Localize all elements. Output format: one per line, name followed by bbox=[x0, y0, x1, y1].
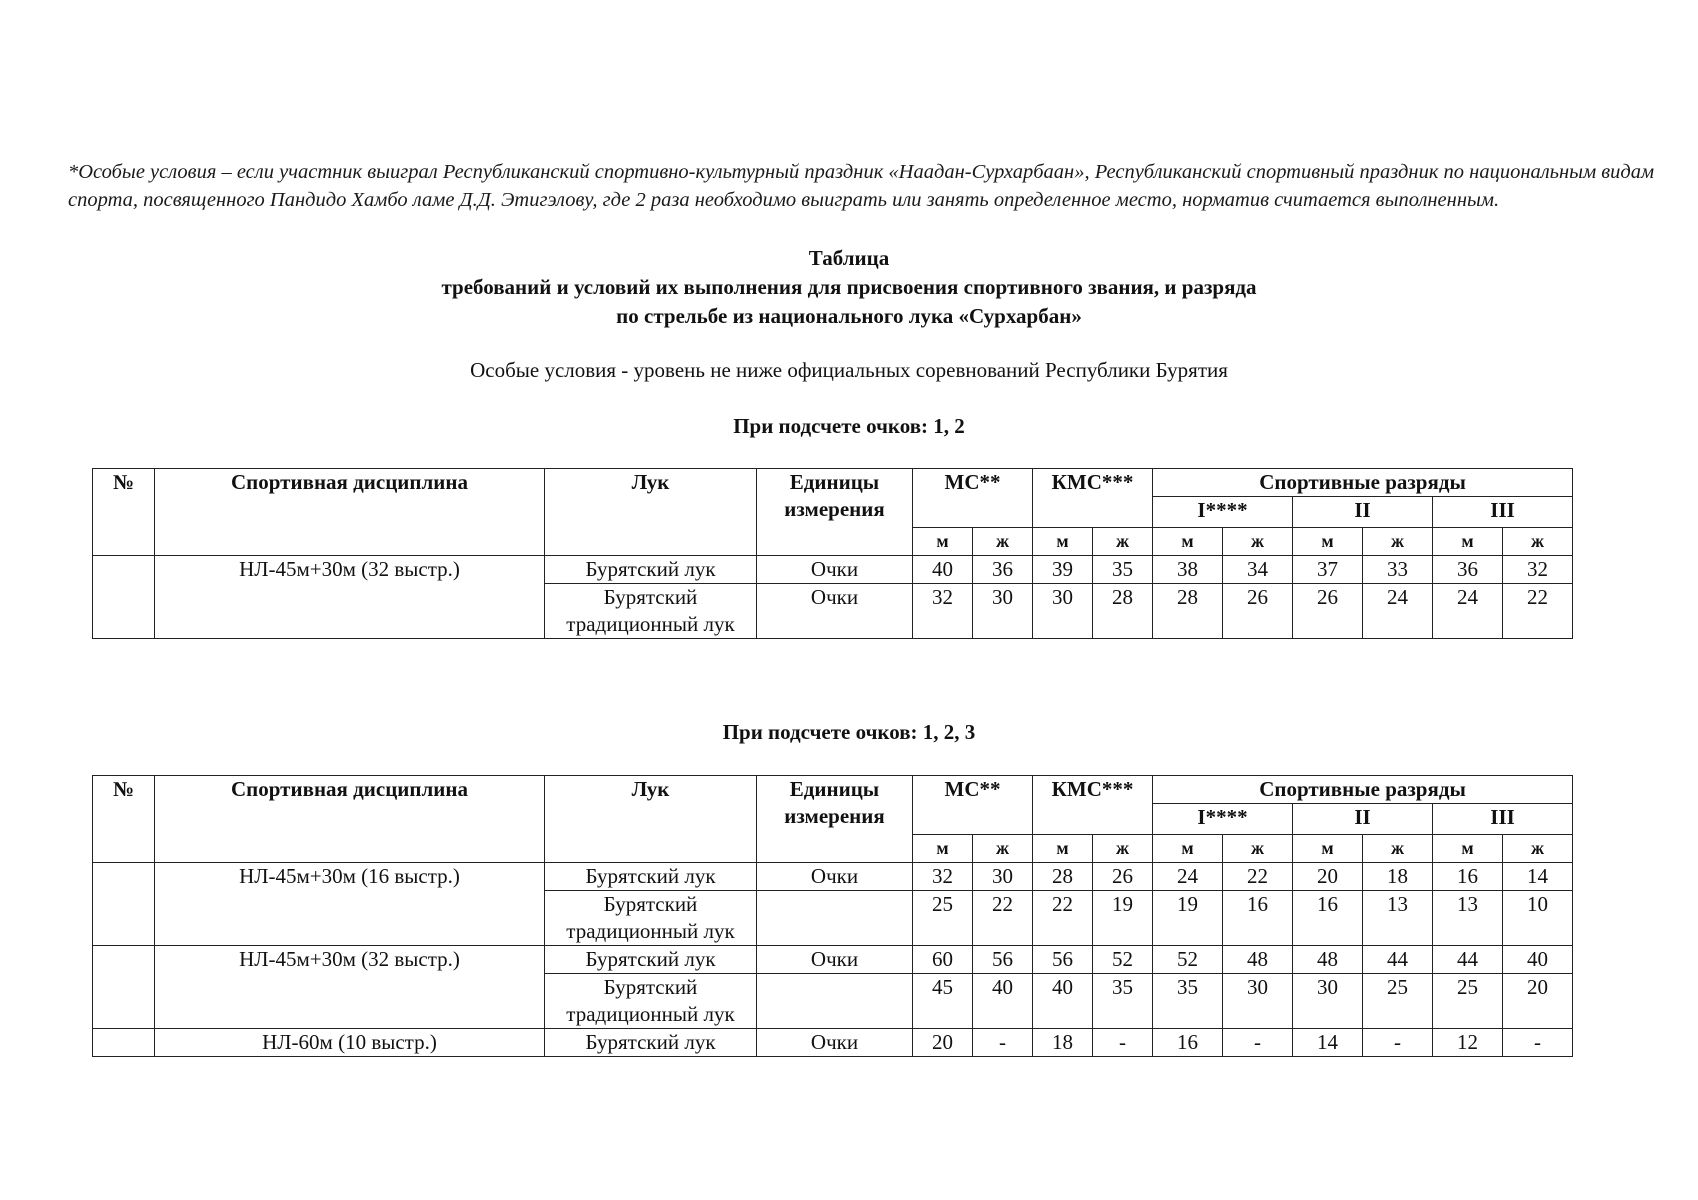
row-number bbox=[93, 556, 155, 639]
bow-type: Бурятский лук bbox=[545, 1029, 757, 1057]
header-rank-3: III bbox=[1433, 497, 1573, 528]
header-male: м bbox=[1293, 835, 1363, 863]
norm-value: 14 bbox=[1503, 863, 1573, 891]
norm-value: 16 bbox=[1153, 1029, 1223, 1057]
norm-value: - bbox=[1503, 1029, 1573, 1057]
bow-type: Бурятский традиционный лук bbox=[545, 891, 757, 946]
norm-value: 48 bbox=[1223, 946, 1293, 974]
unit-cell: Очки bbox=[757, 1029, 913, 1057]
header-units: Единицы измерения bbox=[757, 469, 913, 556]
norm-value: 22 bbox=[973, 891, 1033, 946]
norm-value: 13 bbox=[1363, 891, 1433, 946]
norm-value: 44 bbox=[1433, 946, 1503, 974]
header-ms: МС** bbox=[913, 469, 1033, 528]
norm-value: 60 bbox=[913, 946, 973, 974]
norm-value: 14 bbox=[1293, 1029, 1363, 1057]
header-sport-ranks: Спортивные разряды bbox=[1153, 469, 1573, 497]
header-discipline: Спортивная дисциплина bbox=[155, 776, 545, 863]
norm-value: 30 bbox=[973, 863, 1033, 891]
discipline-name: НЛ-45м+30м (32 выстр.) bbox=[155, 556, 545, 639]
header-bow: Лук bbox=[545, 469, 757, 556]
header-female: ж bbox=[1093, 528, 1153, 556]
discipline-name: НЛ-45м+30м (32 выстр.) bbox=[155, 946, 545, 1029]
norm-value: 39 bbox=[1033, 556, 1093, 584]
table2-heading: При подсчете очков: 1, 2, 3 bbox=[722, 720, 976, 744]
norm-value: 25 bbox=[1363, 974, 1433, 1029]
norm-value: 40 bbox=[973, 974, 1033, 1029]
norms-table-1 bbox=[92, 468, 1573, 639]
header-kms: КМС*** bbox=[1033, 776, 1153, 835]
bow-type: Бурятский лук bbox=[545, 946, 757, 974]
header-male: м bbox=[913, 835, 973, 863]
norm-value: 34 bbox=[1223, 556, 1293, 584]
norm-value: 16 bbox=[1433, 863, 1503, 891]
norm-value: 52 bbox=[1093, 946, 1153, 974]
header-ms: МС** bbox=[913, 776, 1033, 835]
norm-value: 30 bbox=[973, 584, 1033, 639]
header-female: ж bbox=[1363, 835, 1433, 863]
norm-value: 36 bbox=[1433, 556, 1503, 584]
title-line-1: Таблица bbox=[808, 246, 890, 270]
norm-value: 33 bbox=[1363, 556, 1433, 584]
bow-type: Бурятский традиционный лук bbox=[545, 584, 757, 639]
header-discipline: Спортивная дисциплина bbox=[155, 469, 545, 556]
norm-value: 22 bbox=[1503, 584, 1573, 639]
norm-value: 22 bbox=[1223, 863, 1293, 891]
norm-value: 12 bbox=[1433, 1029, 1503, 1057]
norm-value: 38 bbox=[1153, 556, 1223, 584]
norm-value: 10 bbox=[1503, 891, 1573, 946]
row-number bbox=[93, 946, 155, 1029]
title-line-3: по стрельбе из национального лука «Сурхарбан» bbox=[616, 304, 1082, 328]
unit-cell bbox=[757, 891, 913, 946]
header-rank-1: I**** bbox=[1153, 804, 1293, 835]
norm-value: 30 bbox=[1223, 974, 1293, 1029]
norm-value: 20 bbox=[913, 1029, 973, 1057]
row-number bbox=[93, 863, 155, 946]
norm-value: 32 bbox=[913, 863, 973, 891]
table-row bbox=[93, 946, 1573, 974]
norm-value: 20 bbox=[1503, 974, 1573, 1029]
norm-value: 28 bbox=[1033, 863, 1093, 891]
header-bow: Лук bbox=[545, 776, 757, 863]
unit-cell: Очки bbox=[757, 946, 913, 974]
norm-value: 40 bbox=[913, 556, 973, 584]
norm-value: 26 bbox=[1093, 863, 1153, 891]
norm-value: 35 bbox=[1093, 974, 1153, 1029]
norm-value: 36 bbox=[973, 556, 1033, 584]
norm-value: 56 bbox=[973, 946, 1033, 974]
norm-value: 28 bbox=[1153, 584, 1223, 639]
norm-value: 24 bbox=[1153, 863, 1223, 891]
norm-value: 48 bbox=[1293, 946, 1363, 974]
norm-value: 25 bbox=[913, 891, 973, 946]
norm-value: - bbox=[973, 1029, 1033, 1057]
header-units: Единицы измерения bbox=[757, 776, 913, 863]
table-row bbox=[93, 1029, 1573, 1057]
unit-cell: Очки bbox=[757, 584, 913, 639]
norm-value: 37 bbox=[1293, 556, 1363, 584]
header-male: м bbox=[1433, 835, 1503, 863]
header-male: м bbox=[913, 528, 973, 556]
unit-cell bbox=[757, 974, 913, 1029]
header-female: ж bbox=[1503, 835, 1573, 863]
header-rank-3: III bbox=[1433, 804, 1573, 835]
norm-value: 32 bbox=[1503, 556, 1573, 584]
discipline-name: НЛ-60м (10 выстр.) bbox=[155, 1029, 545, 1057]
norm-value: 24 bbox=[1363, 584, 1433, 639]
norm-value: - bbox=[1223, 1029, 1293, 1057]
norm-value: 40 bbox=[1503, 946, 1573, 974]
header-male: м bbox=[1033, 528, 1093, 556]
header-sport-ranks: Спортивные разряды bbox=[1153, 776, 1573, 804]
norm-value: 20 bbox=[1293, 863, 1363, 891]
norm-value: 30 bbox=[1033, 584, 1093, 639]
table-row bbox=[93, 556, 1573, 584]
header-number: № bbox=[93, 469, 155, 556]
norm-value: 13 bbox=[1433, 891, 1503, 946]
unit-cell: Очки bbox=[757, 556, 913, 584]
header-number: № bbox=[93, 776, 155, 863]
norm-value: 24 bbox=[1433, 584, 1503, 639]
header-rank-1: I**** bbox=[1153, 497, 1293, 528]
norm-value: 19 bbox=[1093, 891, 1153, 946]
norm-value: 18 bbox=[1363, 863, 1433, 891]
norm-value: 22 bbox=[1033, 891, 1093, 946]
norm-value: 52 bbox=[1153, 946, 1223, 974]
norm-value: - bbox=[1093, 1029, 1153, 1057]
norm-value: 30 bbox=[1293, 974, 1363, 1029]
header-female: ж bbox=[1503, 528, 1573, 556]
norm-value: - bbox=[1363, 1029, 1433, 1057]
special-conditions-line: Особые условия - уровень не ниже официальных соревнований Республики Бурятия bbox=[470, 358, 1228, 382]
norm-value: 45 bbox=[913, 974, 973, 1029]
bow-type: Бурятский традиционный лук bbox=[545, 974, 757, 1029]
norm-value: 40 bbox=[1033, 974, 1093, 1029]
unit-cell: Очки bbox=[757, 863, 913, 891]
norm-value: 19 bbox=[1153, 891, 1223, 946]
bow-type: Бурятский лук bbox=[545, 863, 757, 891]
header-male: м bbox=[1433, 528, 1503, 556]
table1-heading: При подсчете очков: 1, 2 bbox=[733, 414, 965, 438]
header-male: м bbox=[1153, 835, 1223, 863]
header-rank-2: II bbox=[1293, 497, 1433, 528]
header-rank-2: II bbox=[1293, 804, 1433, 835]
norm-value: 44 bbox=[1363, 946, 1433, 974]
row-number bbox=[93, 1029, 155, 1057]
document-title bbox=[0, 244, 1698, 331]
header-female: ж bbox=[973, 835, 1033, 863]
header-female: ж bbox=[1223, 528, 1293, 556]
header-male: м bbox=[1293, 528, 1363, 556]
norm-value: 26 bbox=[1293, 584, 1363, 639]
norm-value: 35 bbox=[1153, 974, 1223, 1029]
header-male: м bbox=[1033, 835, 1093, 863]
header-male: м bbox=[1153, 528, 1223, 556]
norm-value: 26 bbox=[1223, 584, 1293, 639]
norms-table-2 bbox=[92, 775, 1573, 1057]
norm-value: 28 bbox=[1093, 584, 1153, 639]
special-conditions-note: *Особые условия – если участник выиграл Республиканский спортивно-культурный праздник «Наадан-Сурхарбаан», Республиканский спортивный праздник по национальным видам спорта, посвященного Пандидо Хамбо ламе Д.Д. Этигэлову, где 2 раза необходимо выиграть или занять определенное место, норматив считается выполненным. bbox=[68, 161, 1655, 211]
norm-value: 35 bbox=[1093, 556, 1153, 584]
header-female: ж bbox=[1223, 835, 1293, 863]
table-row bbox=[93, 863, 1573, 891]
norm-value: 25 bbox=[1433, 974, 1503, 1029]
header-kms: КМС*** bbox=[1033, 469, 1153, 528]
discipline-name: НЛ-45м+30м (16 выстр.) bbox=[155, 863, 545, 946]
header-female: ж bbox=[1363, 528, 1433, 556]
header-female: ж bbox=[973, 528, 1033, 556]
title-line-2: требований и условий их выполнения для присвоения спортивного звания, и разряда bbox=[441, 275, 1257, 299]
bow-type: Бурятский лук bbox=[545, 556, 757, 584]
norm-value: 16 bbox=[1293, 891, 1363, 946]
norm-value: 32 bbox=[913, 584, 973, 639]
header-female: ж bbox=[1093, 835, 1153, 863]
norm-value: 18 bbox=[1033, 1029, 1093, 1057]
norm-value: 56 bbox=[1033, 946, 1093, 974]
norm-value: 16 bbox=[1223, 891, 1293, 946]
